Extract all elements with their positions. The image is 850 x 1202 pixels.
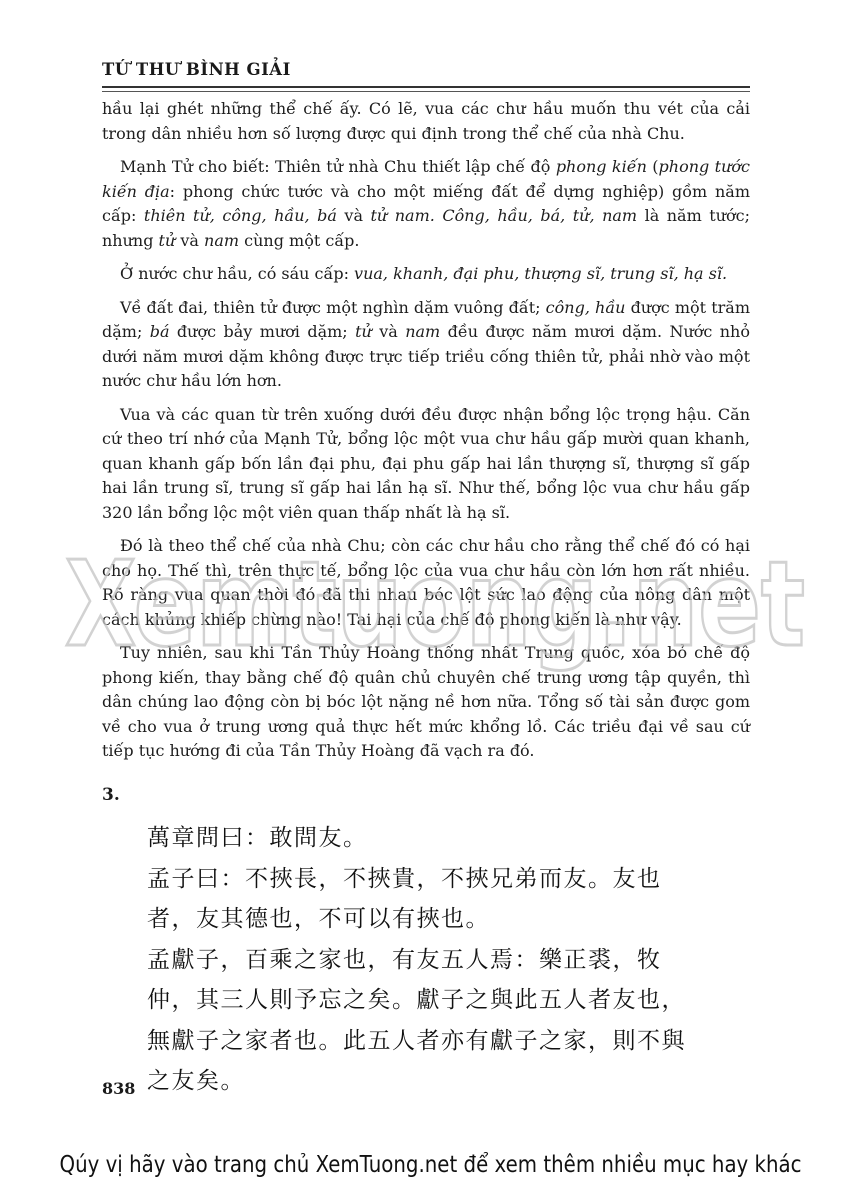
classical-line: 孟獻子，百乘之家也，有友五人焉：樂正裘，牧 bbox=[147, 946, 662, 973]
text-run: và bbox=[371, 322, 406, 341]
section-number: 3. bbox=[102, 785, 120, 805]
text-run: : phong chức tước và cho một miếng đất để dựng nghiệp) gồm năm cấp: bbox=[102, 181, 751, 225]
italic-term: tử nam. Công, hầu, bá, tử, nam bbox=[370, 206, 638, 225]
italic-term: vua, khanh, đại phu, thượng sĩ, trung sĩ, hạ sĩ. bbox=[354, 264, 728, 283]
classical-text bbox=[147, 818, 757, 1102]
text-run: ( bbox=[646, 157, 659, 176]
text-run: cùng một cấp. bbox=[239, 230, 360, 250]
header-rule-thick bbox=[102, 86, 750, 88]
classical-line: 仲，其三人則予忘之矣。獻子之與此五人者友也， bbox=[147, 987, 686, 1013]
text-run: đều được năm mươi dặm. Nước nhỏ dưới năm mươi dặm không được trực tiếp triều cống thiên tử, phải nhờ vào một nước chư hầu lớn hơn. bbox=[102, 322, 750, 390]
running-header: TỨ THƯ BÌNH GIẢI bbox=[102, 60, 291, 79]
paragraph bbox=[102, 534, 750, 632]
italic-term: bá bbox=[149, 322, 170, 341]
text-run: Về đất đai, thiên tử được một nghìn dặm vuông đất; bbox=[120, 297, 546, 317]
italic-term: tử bbox=[355, 322, 372, 341]
text-run: được bảy mươi dặm; bbox=[169, 322, 356, 341]
classical-line: 者，友其德也，不可以有挾也。 bbox=[147, 906, 490, 932]
italic-term: thiên tử, công, hầu, bá bbox=[143, 206, 337, 225]
paragraph bbox=[102, 155, 750, 253]
footer-banner[interactable]: Qúy vị hãy vào trang chủ XemTuong.net để xem thêm nhiều mục hay khác bbox=[59, 1152, 802, 1178]
watermark-text: Xemtuong.net bbox=[65, 535, 805, 673]
text-run: Đó là theo thể chế của nhà Chu; còn các chư hầu cho rằng thể chế đó có hại cho họ. Thế thì, trên thực tế, bổng lộc của vua chư hầu còn lớn hơn rất nhiều. Rõ ràng vua quan thời đó đã thi nhau bóc lột sức lao động của nông dân một cách khủng khiếp chừng nào! Tai hại của chế độ phong kiến là như vậy. bbox=[102, 536, 750, 629]
classical-line: 之友矣。 bbox=[147, 1068, 245, 1094]
italic-term: nam bbox=[204, 230, 240, 250]
page-number: 838 bbox=[102, 1079, 136, 1098]
text-run: là năm tước; nhưng bbox=[102, 206, 750, 250]
text-run: và bbox=[336, 206, 371, 225]
text-run: được một trăm dặm; bbox=[102, 297, 751, 341]
text-run: Mạnh Tử cho biết: Thiên tử nhà Chu thiết lập chế độ bbox=[120, 157, 556, 176]
text-run: hầu lại ghét những thể chế ấy. Có lẽ, vua các chư hầu muốn thu vét của cải trong dân nhiều hơn số lượng được qui định trong thể chế của nhà Chu. bbox=[102, 99, 750, 143]
paragraph bbox=[102, 403, 750, 526]
italic-term: nam bbox=[405, 322, 441, 341]
text-run: Vua và các quan từ trên xuống dưới đều được nhận bổng lộc trọng hậu. Căn cứ theo trí nhớ của Mạnh Tử, bổng lộc một vua chư hầu gấp mười quan khanh, quan khanh gấp bốn lần đại phu, đại phu gấp hai lần thượng sĩ, thượng sĩ gấp hai lần trung sĩ, trung sĩ gấp hai lần hạ sĩ. Như thế, bổng lộc vua chư hầu gấp 320 lần bổng lộc một viên quan thấp nhất là hạ sĩ. bbox=[102, 404, 750, 522]
body-text bbox=[102, 97, 750, 773]
paragraph bbox=[102, 262, 750, 287]
paragraph bbox=[102, 641, 750, 764]
italic-term: phong kiến bbox=[555, 157, 647, 176]
paragraph bbox=[102, 296, 750, 394]
italic-term: công, hầu bbox=[545, 297, 626, 317]
classical-line: 孟子曰：不挾長，不挾貴，不挾兄弟而友。友也 bbox=[147, 865, 662, 892]
classical-line: 無獻子之家者也。此五人者亦有獻子之家，則不與 bbox=[147, 1027, 686, 1054]
text-run: Ở nước chư hầu, có sáu cấp: bbox=[120, 264, 355, 283]
italic-term: phong tước kiến địa bbox=[102, 157, 750, 201]
paragraph bbox=[102, 97, 750, 146]
italic-term: tử bbox=[158, 230, 176, 250]
header-rule-thin bbox=[102, 91, 750, 92]
text-run: Tuy nhiên, sau khi Tần Thủy Hoàng thống nhất Trung quốc, xóa bỏ chế độ phong kiến, thay bằng chế độ quân chủ chuyên chế trung ương tập quyền, thì dân chúng lao động còn bị bóc lột nặng nề hơn nữa. Tổng số tài sản được gom về cho vua ở trung ương quả thực hết mức khổng lồ. Các triều đại về sau cứ tiếp tục hướng đi của Tần Thủy Hoàng đã vạch ra đó. bbox=[102, 643, 750, 760]
classical-line: 萬章問曰：敢問友。 bbox=[147, 825, 368, 851]
text-run: và bbox=[175, 230, 205, 250]
